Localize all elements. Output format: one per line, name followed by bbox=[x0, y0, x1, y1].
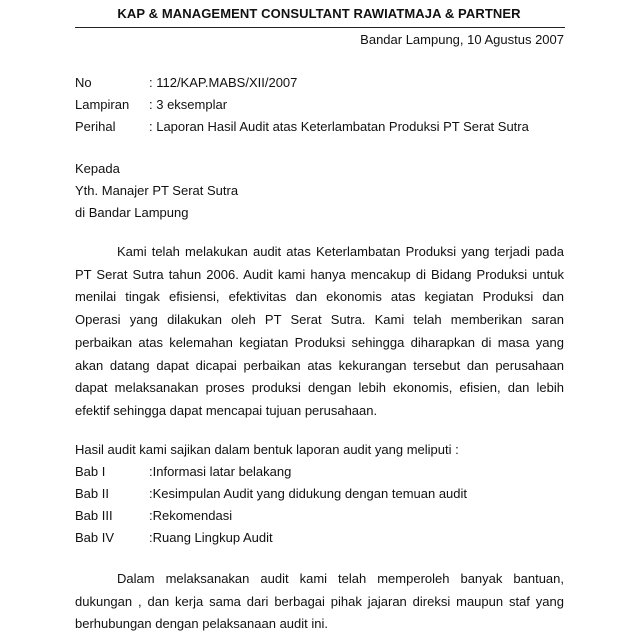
meta-row-subject bbox=[75, 119, 575, 139]
chapter-row bbox=[75, 508, 575, 528]
recipient-name: Yth. Manajer PT Serat Sutra bbox=[75, 183, 239, 198]
meta-row-number bbox=[75, 75, 575, 95]
meta-label: Lampiran bbox=[75, 97, 130, 112]
letterhead-company: KAP & MANAGEMENT CONSULTANT RAWIATMAJA & PARTNER bbox=[117, 6, 521, 21]
chapter-label: Bab IV bbox=[75, 530, 115, 545]
meta-label: No bbox=[75, 75, 92, 90]
meta-row-attachment bbox=[75, 97, 575, 117]
chapter-row bbox=[75, 486, 575, 506]
chapter-label: Bab III bbox=[75, 508, 113, 523]
meta-label: Perihal bbox=[75, 119, 116, 134]
meta-value: : Laporan Hasil Audit atas Keterlambatan Produksi PT Serat Sutra bbox=[149, 119, 529, 134]
meta-value: : 112/KAP.MABS/XII/2007 bbox=[149, 75, 298, 90]
chapter-label: Bab II bbox=[75, 486, 109, 501]
chapter-value: :Informasi latar belakang bbox=[149, 464, 292, 479]
letterhead-rule bbox=[75, 27, 565, 28]
chapter-label: Bab I bbox=[75, 464, 106, 479]
chapter-value: :Ruang Lingkup Audit bbox=[149, 530, 273, 545]
chapter-row bbox=[75, 464, 575, 484]
chapter-value: :Rekomendasi bbox=[149, 508, 233, 523]
chapter-list-intro: Hasil audit kami sajikan dalam bentuk laporan audit yang meliputi : bbox=[75, 442, 459, 457]
meta-value: : 3 eksemplar bbox=[149, 97, 228, 112]
body-paragraph-1: Kami telah melakukan audit atas Keterlambatan Produksi yang terjadi pada PT Serat Sutra tahun 2006. Audit kami hanya mencakup di Bidang Produksi untuk menilai tingak efisiensi, efektivitas dan ekonomis atas kegiatan Produksi dan Operasi yang dilakukan oleh PT Serat Sutra. Kami telah memberikan saran perbaikan atas kelemahan kegiatan Produksi sehingga diharapkan di masa yang akan datang dapat dicapai perbaikan atas kekurangan tersebut dan perusahaan dapat melaksanakan proses produksi dengan lebih ekonomis, efisien, dan lebih efektif sehingga dapat mencapai tujuan perusahaan. bbox=[75, 244, 564, 418]
chapter-value: :Kesimpulan Audit yang didukung dengan temuan audit bbox=[149, 486, 468, 501]
chapter-row bbox=[75, 530, 575, 550]
recipient-place: di Bandar Lampung bbox=[75, 205, 189, 220]
recipient-kepada: Kepada bbox=[75, 161, 120, 176]
letter-date: Bandar Lampung, 10 Agustus 2007 bbox=[360, 32, 564, 47]
body-paragraph-2: Dalam melaksanakan audit kami telah memperoleh banyak bantuan, dukungan , dan kerja sama dari berbagai pihak jajaran direksi maupun staf yang berhubungan dengan pelaksanaan audit ini. bbox=[75, 571, 564, 632]
